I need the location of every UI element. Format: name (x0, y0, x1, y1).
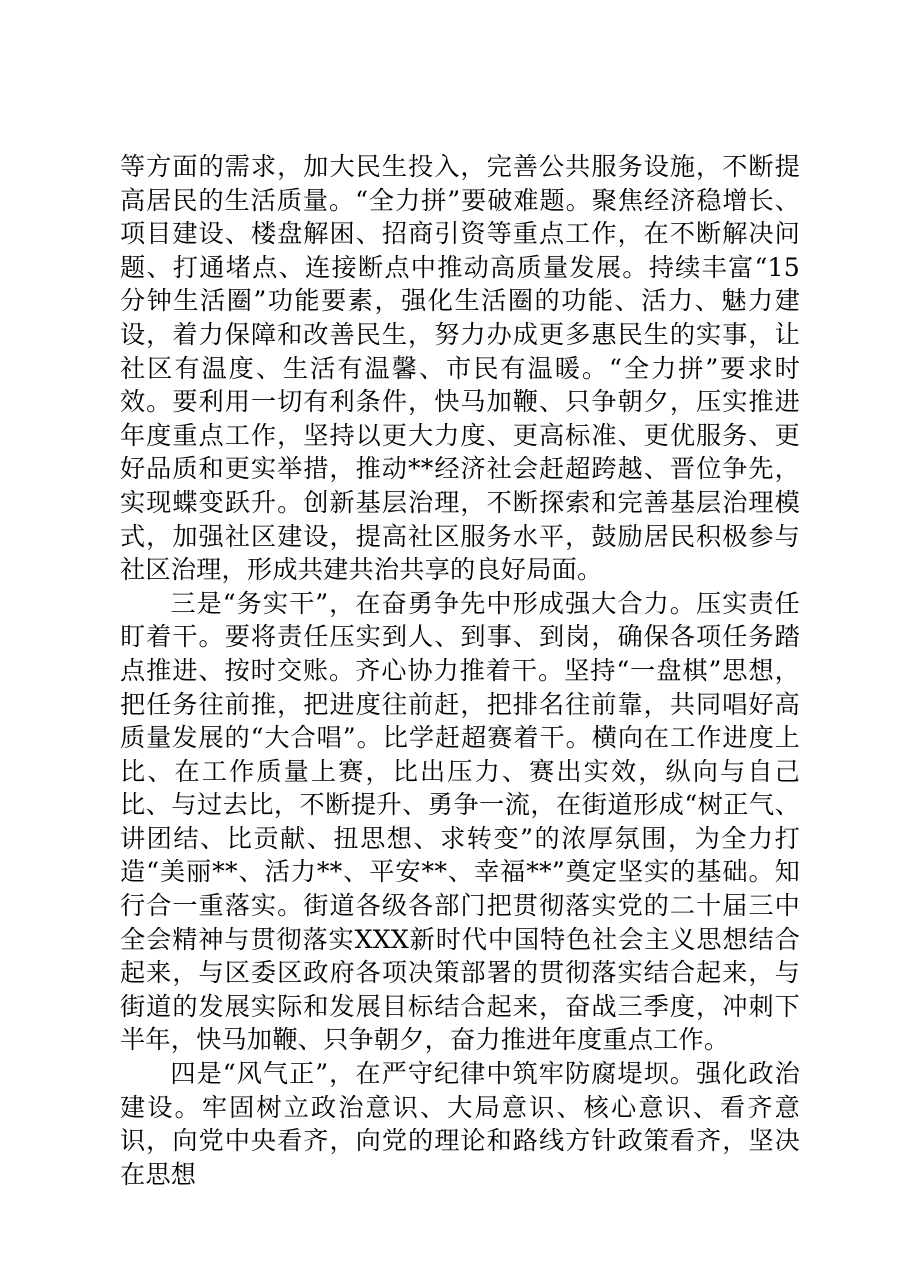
document-body (120, 150, 800, 1191)
paragraph-point-four: 四是“风气正”，在严守纪律中筑牢防腐堤坝。强化政治建设。牢固树立政治意识、大局意识、核心意识、看齐意识，向党中央看齐，向党的理论和路线方针政策看齐，坚决在思想 (120, 1059, 800, 1189)
paragraph-continuation: 等方面的需求，加大民生投入，完善公共服务设施，不断提高居民的生活质量。“全力拼”要破难题。聚焦经济稳增长、项目建设、楼盘解困、招商引资等重点工作，在不断解决问题、打通堵点、连接断点中推动高质量发展。持续丰富“15分钟生活圈”功能要素，强化生活圈的功能、活力、魅力建设，着力保障和改善民生，努力办成更多惠民生的实事，让社区有温度、生活有温馨、市民有温暖。“全力拼”要求时效。要利用一切有利条件，快马加鞭、只争朝夕，压实推进年度重点工作，坚持以更大力度、更高标准、更优服务、更好品质和更实举措，推动**经济社会赶超跨越、晋位争先，实现蝶变跃升。创新基层治理，不断探索和完善基层治理模式，加强社区建设，提高社区服务水平，鼓励居民积极参与社区治理，形成共建共治共享的良好局面。 (120, 152, 800, 585)
paragraph-point-three: 三是“务实干”，在奋勇争先中形成强大合力。压实责任盯着干。要将责任压实到人、到事、到岗，确保各项任务踏点推进、按时交账。齐心协力推着干。坚持“一盘棋”思想，把任务往前推，把进度往前赶，把排名往前靠，共同唱好高质量发展的“大合唱”。比学赶超赛着干。横向在工作进度上比、在工作质量上赛，比出压力、赛出实效，纵向与自己比、与过去比，不断提升、勇争一流，在街道形成“树正气、讲团结、比贡献、扭思想、求转变”的浓厚氛围，为全力打造“美丽**、活力**、平安**、幸福**”奠定坚实的基础。知行合一重落实。街道各级各部门把贯彻落实党的二十届三中全会精神与贯彻落实XXX新时代中国特色社会主义思想结合起来，与区委区政府各项决策部署的贯彻落实结合起来，与街道的发展实际和发展目标结合起来，奋战三季度，冲刺下半年，快马加鞭、只争朝夕，奋力推进年度重点工作。 (120, 588, 800, 1055)
